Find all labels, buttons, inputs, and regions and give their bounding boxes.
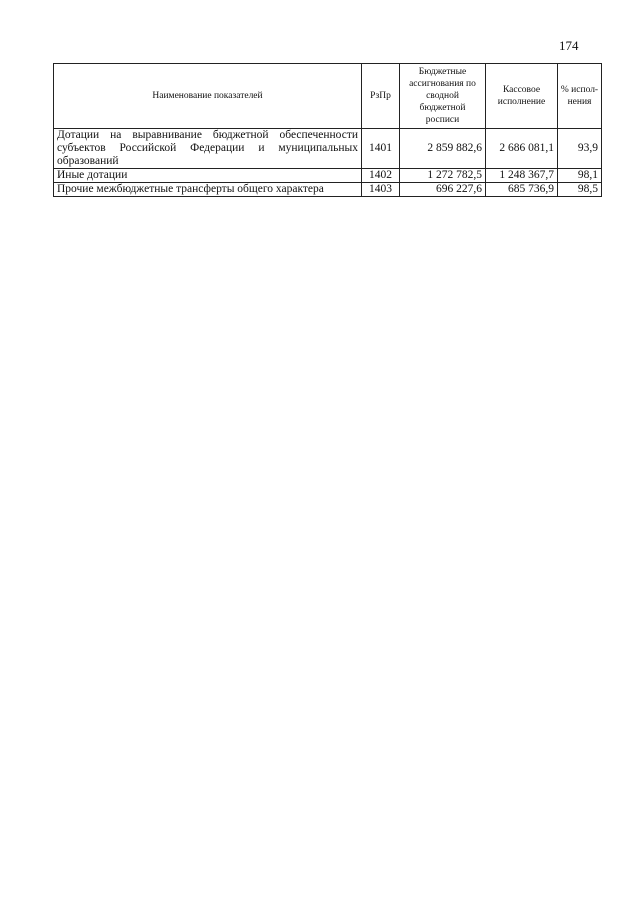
row-name: Иные дотации	[54, 169, 362, 183]
header-execution: Кассовое исполнение	[486, 64, 558, 129]
row-execution: 2 686 081,1	[486, 129, 558, 169]
page-number: 174	[559, 38, 579, 53]
row-assignments: 2 859 882,6	[400, 129, 486, 169]
row-percent: 98,5	[558, 183, 602, 197]
row-code: 1403	[362, 183, 400, 197]
row-name: Прочие межбюджетные трансферты общего характера	[54, 183, 362, 197]
row-execution: 685 736,9	[486, 183, 558, 197]
table-header-row	[54, 64, 602, 129]
row-assignments: 1 272 782,5	[400, 169, 486, 183]
row-percent: 98,1	[558, 169, 602, 183]
header-percent: % испол-нения	[558, 64, 602, 129]
table-row	[54, 183, 602, 197]
header-code: РзПр	[362, 64, 400, 129]
row-code: 1402	[362, 169, 400, 183]
row-execution: 1 248 367,7	[486, 169, 558, 183]
header-name: Наименование показателей	[54, 64, 362, 129]
table-row	[54, 169, 602, 183]
budget-table	[53, 63, 602, 197]
row-code: 1401	[362, 129, 400, 169]
row-assignments: 696 227,6	[400, 183, 486, 197]
header-assignments: Бюджетные ассигнования по сводной бюджетной росписи	[400, 64, 486, 129]
table-row	[54, 129, 602, 169]
row-percent: 93,9	[558, 129, 602, 169]
row-name: Дотации на выравнивание бюджетной обеспеченности субъектов Российской Федерации и муниципальных образований	[54, 129, 362, 169]
